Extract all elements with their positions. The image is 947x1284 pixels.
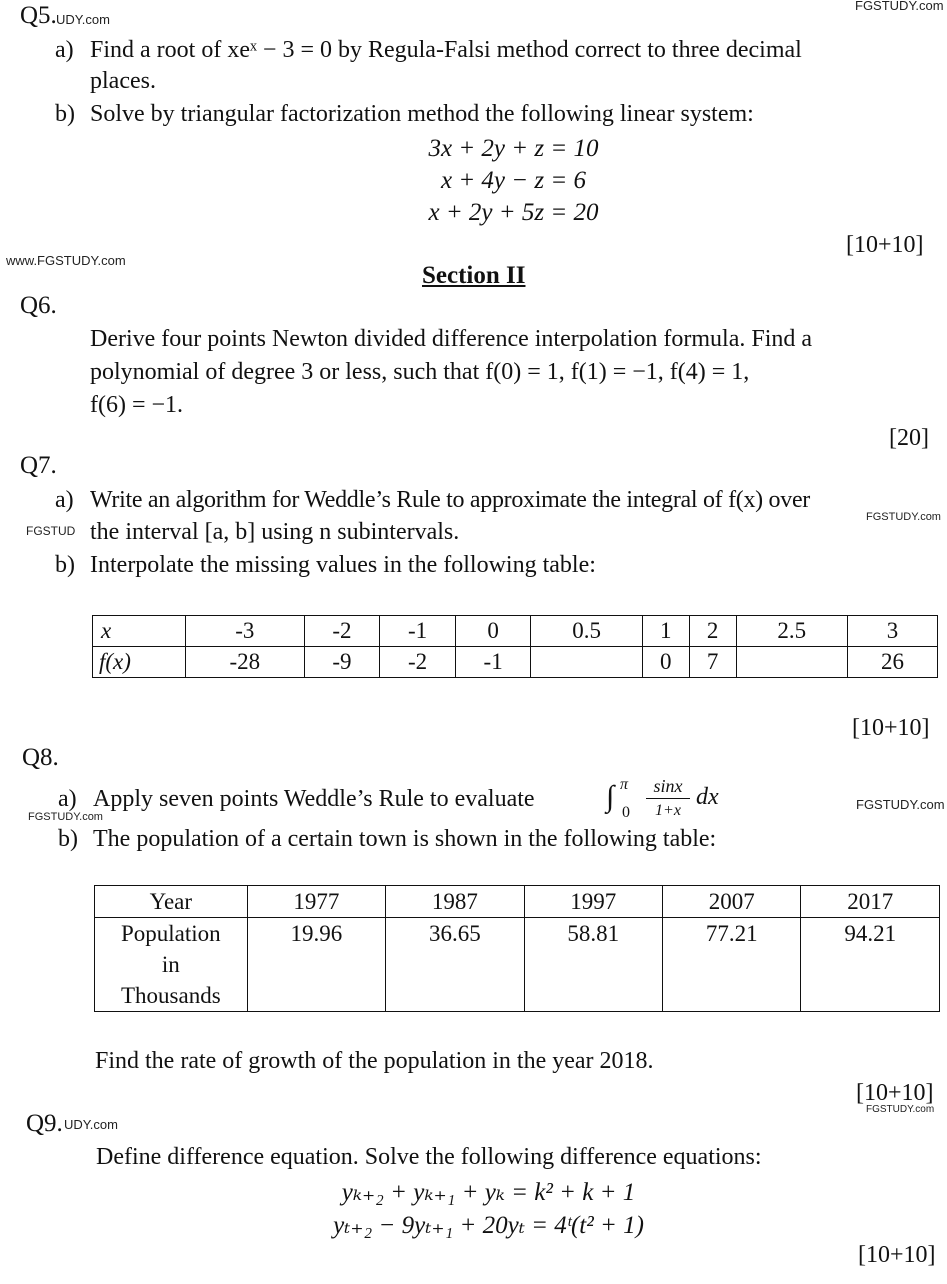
q7-table-row-fx <box>93 647 938 678</box>
q5-b-text: Solve by triangular factorization method the following linear system: <box>90 101 754 127</box>
q6-text-line3: f(6) = −1. <box>90 392 184 418</box>
q8-b-text: The population of a certain town is shown in the following table: <box>93 826 717 852</box>
q8-table-value: 94.21 <box>801 918 940 1012</box>
integral-upper-limit: π <box>620 776 629 793</box>
q9-label: Q9. <box>26 1110 63 1137</box>
q8-row-label-3: Thousands <box>121 983 221 1008</box>
q7-table-cell: 26 <box>848 647 938 678</box>
q8-label: Q8. <box>22 744 59 771</box>
watermark-q8-right: FGSTUDY.com <box>856 797 945 812</box>
q8-table-value: 77.21 <box>663 918 801 1012</box>
q7-label: Q7. <box>20 452 57 479</box>
q5-a-label: a) <box>55 37 74 63</box>
q8-table <box>94 885 940 1012</box>
q7-table-cell: 0.5 <box>531 616 642 647</box>
q7-table-cell <box>531 647 642 678</box>
q7-table-cell: 3 <box>848 616 938 647</box>
q7-table-cell: -9 <box>304 647 380 678</box>
q8-table-year: 1987 <box>386 886 524 918</box>
q8-integral <box>606 774 736 824</box>
watermark-top-right: FGSTUDY.com <box>855 0 944 13</box>
watermark-mid-left: www.FGSTUDY.com <box>6 253 126 268</box>
q7-a-text-line1: Write an algorithm for Weddle’s Rule to approximate the integral of f(x) over <box>90 487 810 513</box>
q8-table-row-year <box>95 886 940 918</box>
q7-b-label: b) <box>55 552 75 578</box>
watermark-q8-left: FGSTUDY.com <box>28 811 103 823</box>
q7-a-label: a) <box>55 487 74 513</box>
integral-lower-limit: 0 <box>622 804 630 821</box>
watermark-q7-left: FGSTUD <box>26 524 76 538</box>
q7-table-cell: 0 <box>455 616 531 647</box>
q5-equation-2: x + 4y − z = 6 <box>440 167 587 194</box>
q5-a-text-line1: Find a root of xeˣ − 3 = 0 by Regula-Falsi method correct to three decimal <box>90 37 802 63</box>
q7-table-cell: 0 <box>642 647 689 678</box>
integral-denominator: 1+x <box>655 802 681 819</box>
q7-table-cell: -28 <box>186 647 305 678</box>
q8-table-value: 58.81 <box>524 918 662 1012</box>
q8-marks: [10+10] <box>856 1080 934 1106</box>
q6-marks: [20] <box>889 425 929 451</box>
q7-table-cell: -2 <box>304 616 380 647</box>
q8-b-label: b) <box>58 826 78 852</box>
q7-table-cell: 2 <box>689 616 736 647</box>
q6-text-line1: Derive four points Newton divided difference interpolation formula. Find a <box>90 326 813 352</box>
q8-row-label-1: Population <box>121 921 221 946</box>
q5-label: Q5. <box>20 2 57 29</box>
integral-numerator: sinx <box>653 776 683 796</box>
q7-table-head-fx: f(x) <box>93 647 186 678</box>
watermark-q7-right: FGSTUDY.com <box>866 511 941 523</box>
q7-table-cell: 1 <box>642 616 689 647</box>
q8-table-head-population <box>95 918 248 1012</box>
q7-table-cell: -1 <box>455 647 531 678</box>
q7-table-cell: -3 <box>186 616 305 647</box>
integral-sign: ∫ <box>606 780 615 813</box>
q8-table-row-population <box>95 918 940 1012</box>
q8-table-year: 1977 <box>247 886 385 918</box>
q9-text: Define difference equation. Solve the following difference equations: <box>96 1144 762 1170</box>
q7-table-row-x <box>93 616 938 647</box>
q7-b-text: Interpolate the missing values in the following table: <box>90 552 596 578</box>
q6-text-line2: polynomial of degree 3 or less, such that f(0) = 1, f(1) = −1, f(4) = 1, <box>90 359 750 385</box>
q7-table <box>92 615 938 678</box>
q8-table-year: 2007 <box>663 886 801 918</box>
watermark-q8-marks-under: FGSTUDY.com <box>866 1104 935 1115</box>
q5-marks: [10+10] <box>846 232 924 258</box>
q8-table-head-year: Year <box>95 886 248 918</box>
q8-table-year: 2017 <box>801 886 940 918</box>
q5-a-text-line2: places. <box>90 68 156 94</box>
q7-marks: [10+10] <box>852 715 930 741</box>
q8-table-value: 19.96 <box>247 918 385 1012</box>
q8-table-value: 36.65 <box>386 918 524 1012</box>
q8-find-text: Find the rate of growth of the population in the year 2018. <box>95 1048 654 1074</box>
q7-table-cell <box>736 647 847 678</box>
fraction-bar <box>646 798 690 799</box>
q6-label: Q6. <box>20 292 57 319</box>
q9-equation-1: yₖ₊₂ + yₖ₊₁ + yₖ = k² + k + 1 <box>341 1179 636 1206</box>
q7-table-cell: 2.5 <box>736 616 847 647</box>
q8-a-text: Apply seven points Weddle’s Rule to evaluate <box>93 786 535 812</box>
q8-table-year: 1997 <box>524 886 662 918</box>
q7-table-cell: 7 <box>689 647 736 678</box>
q7-a-text-line2: the interval [a, b] using n subintervals. <box>90 519 460 545</box>
q5-equation-1: 3x + 2y + z = 10 <box>428 135 599 162</box>
q5-equation-3: x + 2y + 5z = 20 <box>428 199 599 226</box>
q7-table-cell: -1 <box>380 616 456 647</box>
q7-table-cell: -2 <box>380 647 456 678</box>
integral-dx: dx <box>696 784 719 810</box>
q8-a-label: a) <box>58 786 77 812</box>
section-heading: Section II <box>422 262 526 289</box>
q8-row-label-2: in <box>161 952 180 977</box>
q9-marks: [10+10] <box>858 1242 936 1268</box>
q7-table-head-x: x <box>93 616 186 647</box>
watermark-q9-left: UDY.com <box>64 1117 118 1132</box>
q5-b-label: b) <box>55 101 75 127</box>
watermark-top-left: UDY.com <box>56 12 110 27</box>
q9-equation-2: yₜ₊₂ − 9yₜ₊₁ + 20yₜ = 4ᵗ(t² + 1) <box>333 1212 644 1239</box>
